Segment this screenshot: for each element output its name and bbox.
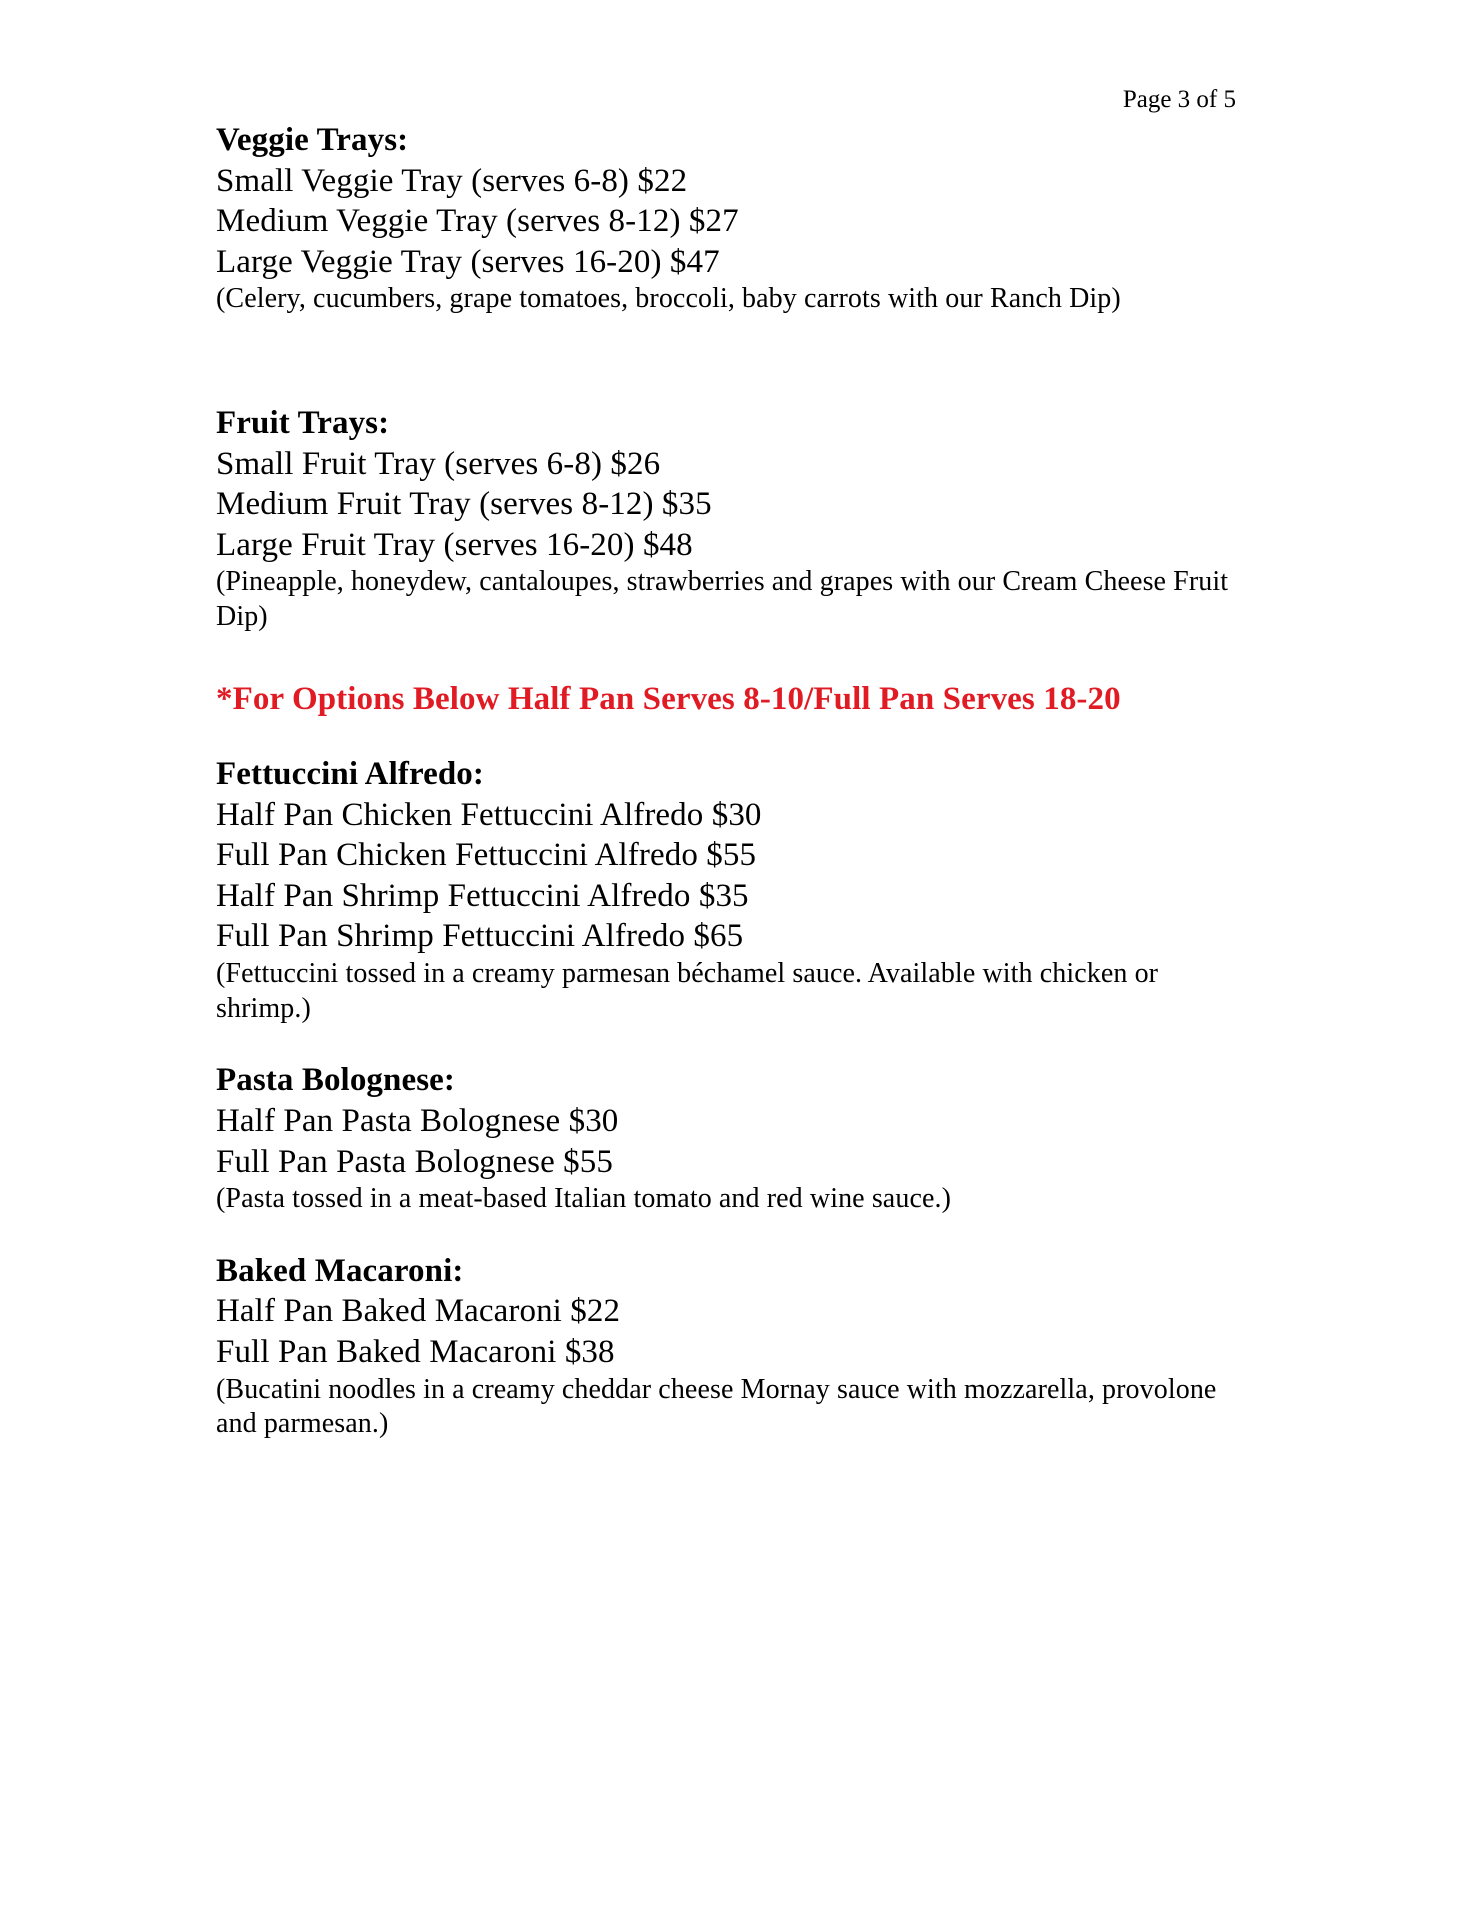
menu-item: Full Pan Baked Macaroni $38 bbox=[216, 1333, 615, 1370]
page-number: Page 3 of 5 bbox=[1122, 86, 1236, 113]
section-note: (Fettuccini tossed in a creamy parmesan béchamel sauce. Available with chicken or shrimp.) bbox=[216, 957, 1159, 1024]
spacer bbox=[216, 720, 1256, 754]
spacer bbox=[216, 1217, 1256, 1251]
section-pasta-bolognese bbox=[216, 1060, 1256, 1216]
section-heading: Baked Macaroni: bbox=[216, 1252, 464, 1289]
spacer bbox=[216, 1026, 1256, 1060]
section-heading: Fruit Trays: bbox=[216, 405, 390, 442]
menu-item: Half Pan Shrimp Fettuccini Alfredo $35 bbox=[216, 877, 749, 914]
section-heading: Pasta Bolognese: bbox=[216, 1062, 455, 1099]
section-fettuccini-alfredo bbox=[216, 754, 1256, 1026]
menu-item: Small Fruit Tray (serves 6-8) $26 bbox=[216, 445, 661, 482]
menu-item: Large Fruit Tray (serves 16-20) $48 bbox=[216, 526, 693, 563]
pan-serving-banner: *For Options Below Half Pan Serves 8-10/Full Pan Serves 18-20 bbox=[216, 680, 1121, 717]
menu-item: Large Veggie Tray (serves 16-20) $47 bbox=[216, 243, 720, 280]
menu-item: Half Pan Chicken Fettuccini Alfredo $30 bbox=[216, 796, 762, 833]
menu-item: Half Pan Pasta Bolognese $30 bbox=[216, 1102, 619, 1139]
section-note: (Pasta tossed in a meat-based Italian tomato and red wine sauce.) bbox=[216, 1183, 952, 1215]
section-heading: Fettuccini Alfredo: bbox=[216, 756, 484, 793]
spacer bbox=[216, 635, 1256, 679]
menu-item: Medium Fruit Tray (serves 8-12) $35 bbox=[216, 486, 712, 523]
section-veggie-trays bbox=[216, 120, 1256, 317]
section-note: (Bucatini noodles in a creamy cheddar cheese Mornay sauce with mozzarella, provolone and parmesan.) bbox=[216, 1373, 1217, 1440]
section-heading: Veggie Trays: bbox=[216, 122, 409, 158]
menu-item: Full Pan Shrimp Fettuccini Alfredo $65 bbox=[216, 918, 744, 955]
menu-item: Small Veggie Tray (serves 6-8) $22 bbox=[216, 162, 688, 199]
section-note: (Pineapple, honeydew, cantaloupes, strawberries and grapes with our Cream Cheese Fruit Dip) bbox=[216, 566, 1229, 633]
menu-item: Full Pan Pasta Bolognese $55 bbox=[216, 1143, 613, 1180]
document-body bbox=[216, 120, 1256, 1442]
menu-item: Full Pan Chicken Fettuccini Alfredo $55 bbox=[216, 837, 757, 874]
section-note: (Celery, cucumbers, grape tomatoes, broccoli, baby carrots with our Ranch Dip) bbox=[216, 283, 1121, 315]
menu-item: Half Pan Baked Macaroni $22 bbox=[216, 1293, 621, 1330]
menu-item: Medium Veggie Tray (serves 8-12) $27 bbox=[216, 203, 739, 240]
spacer bbox=[216, 317, 1256, 403]
section-fruit-trays bbox=[216, 403, 1256, 635]
section-baked-macaroni bbox=[216, 1251, 1256, 1442]
